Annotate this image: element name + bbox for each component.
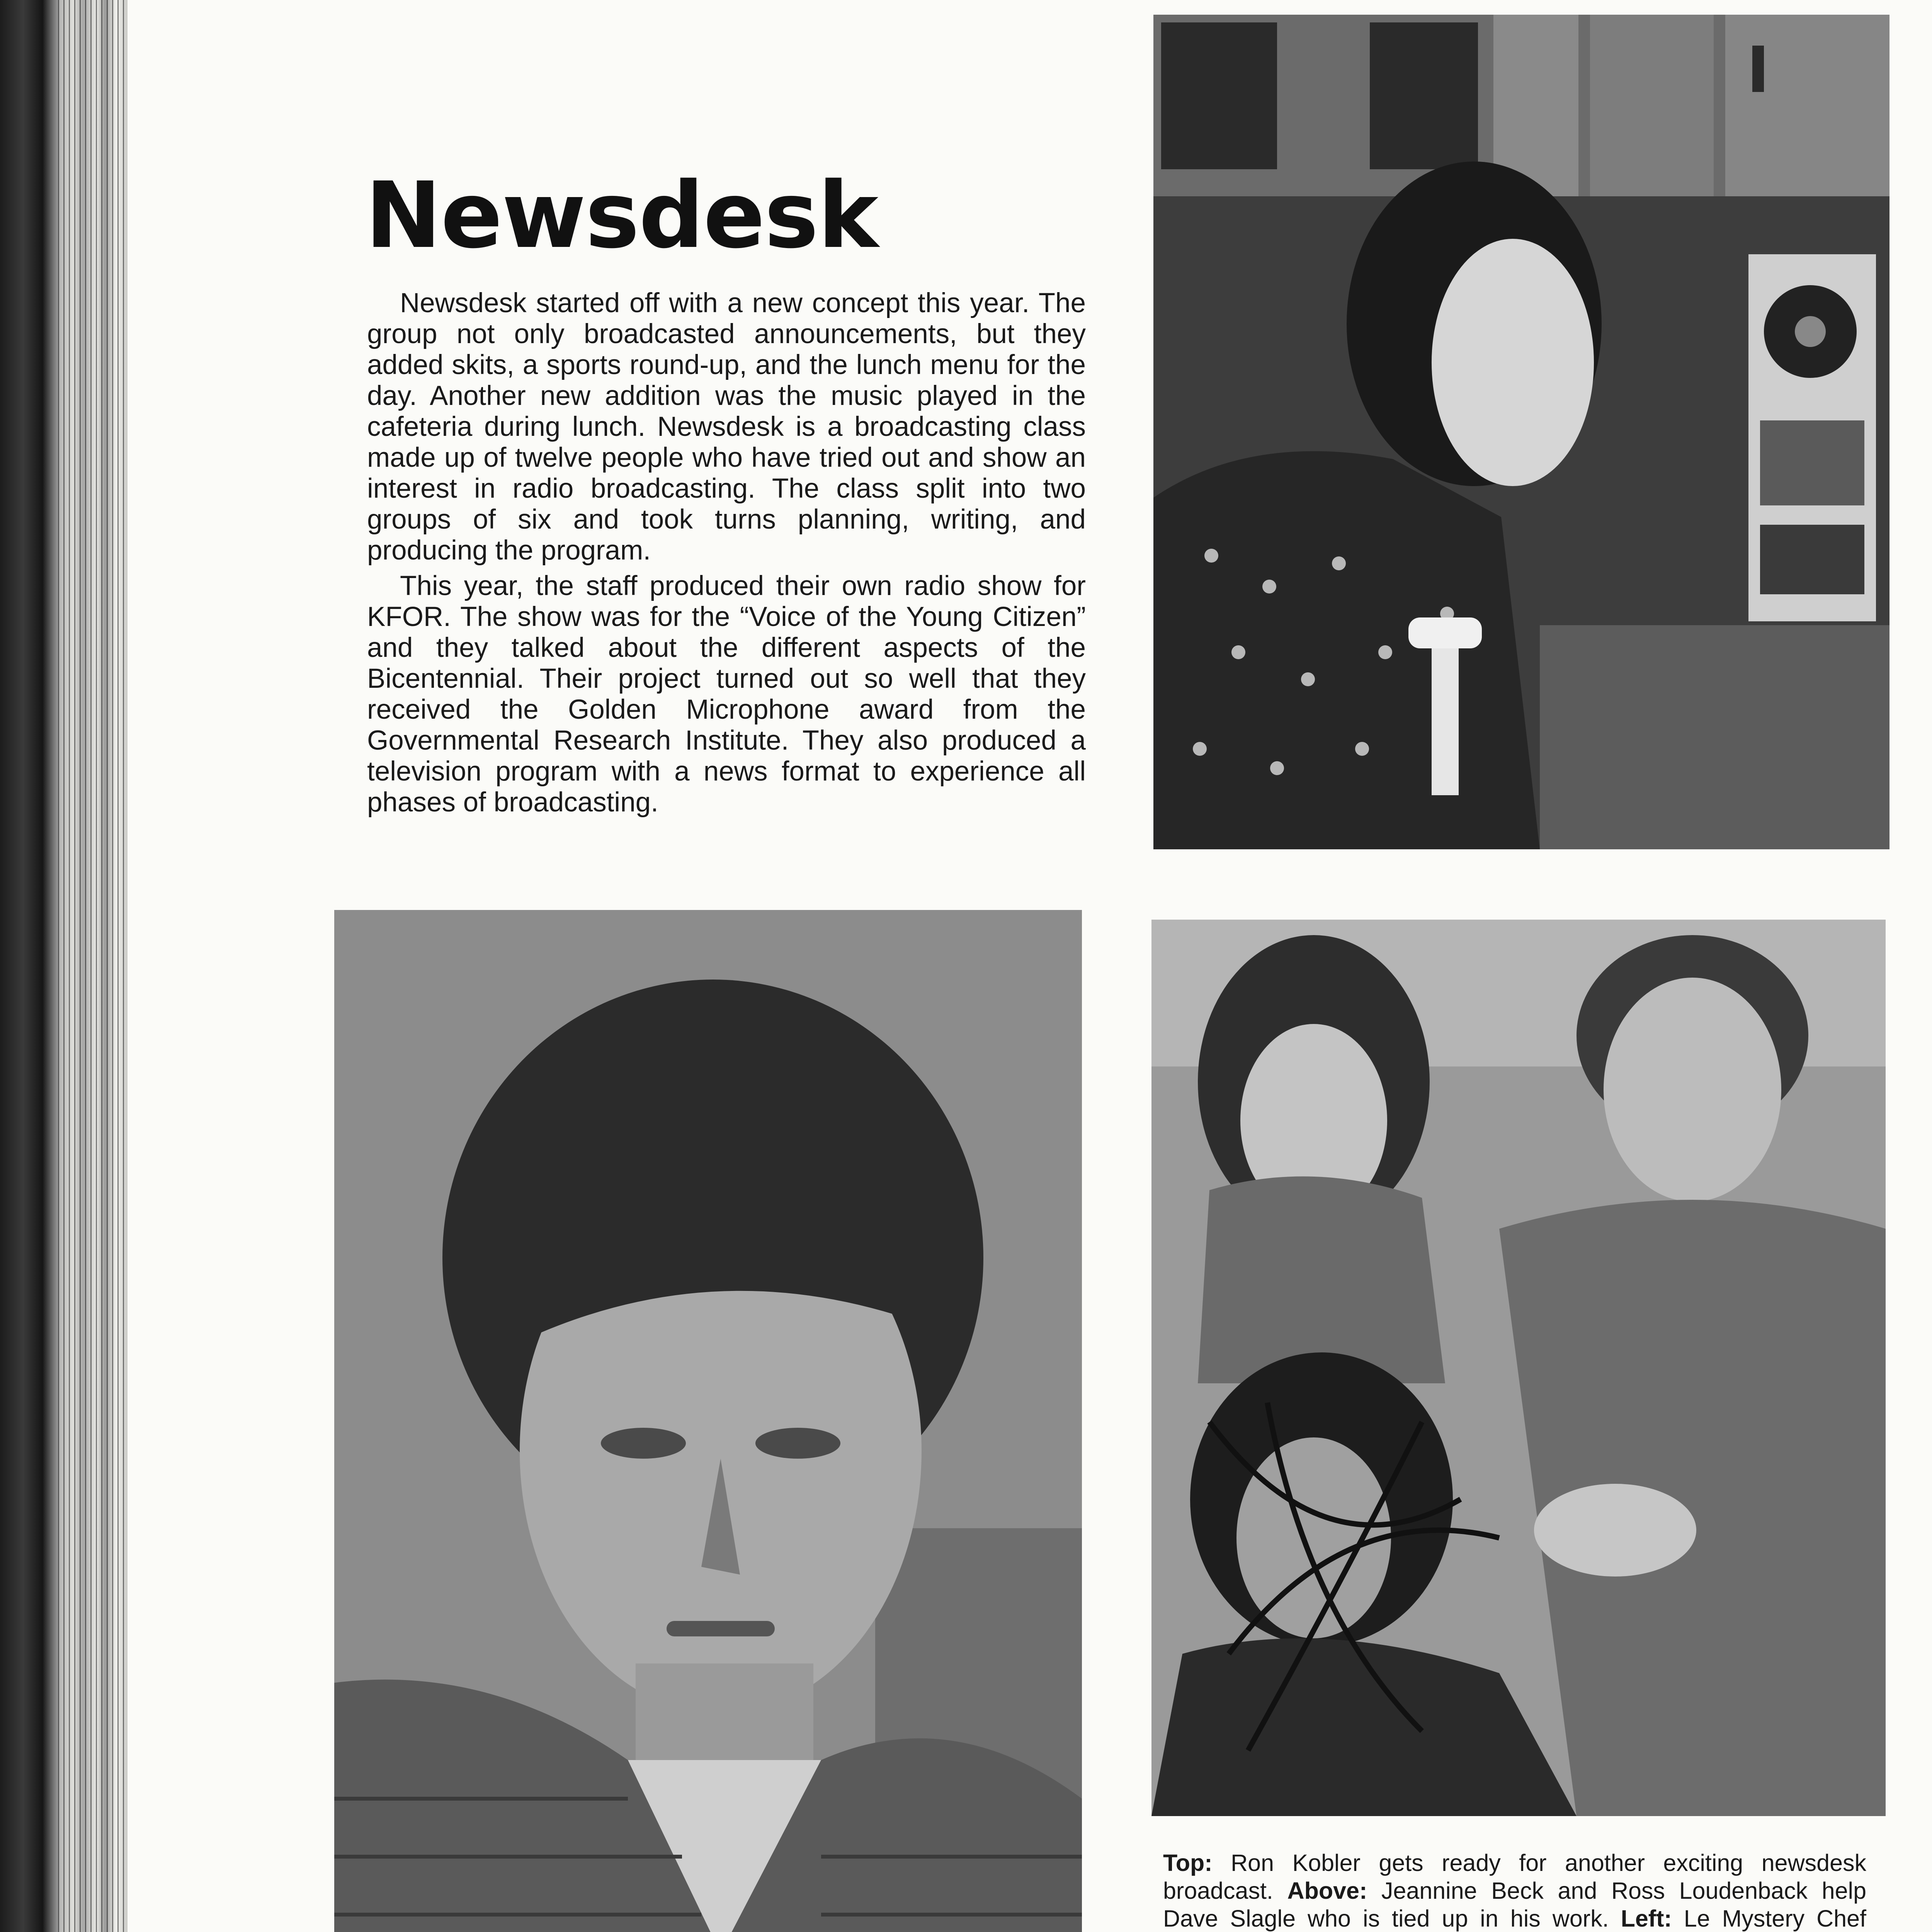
- article-body: [367, 288, 1086, 823]
- photo-top-illustration: [1153, 15, 1889, 849]
- photo-top-broadcast: [1153, 15, 1889, 849]
- caption-text: Le Mystery Chef: [1684, 1905, 1867, 1932]
- caption-label: Left:: [1621, 1905, 1672, 1932]
- photo-left-illustration: [334, 910, 1082, 1932]
- page-edges: [58, 0, 128, 1932]
- caption-label: Above:: [1287, 1878, 1367, 1904]
- photo-right-illustration: [1151, 920, 1886, 1816]
- photo-right-group: [1151, 920, 1886, 1816]
- photo-caption: [1163, 1849, 1866, 1932]
- caption-label: Top:: [1163, 1850, 1213, 1876]
- caption-text: Jeannine Beck and Ross Loudenback help Dave Slagle who is tied up in his work.: [1163, 1878, 1866, 1932]
- photo-left-portrait: [334, 910, 1082, 1932]
- page-title: Newsdesk: [365, 162, 878, 269]
- caption-text: Ron Kobler gets ready for another exciting newsdesk broadcast.: [1163, 1850, 1866, 1904]
- article-paragraph: Newsdesk started off with a new concept this year. The group not only broadcasted announcements, but they added skits, a sports round-up, and the lunch menu for the day. Another new addition was the music played in the cafeteria during lunch. Newsdesk is a broadcasting class made up of twelve people who have tried out and show an interest in radio broadcasting. The class split into two groups of six and took turns planning, writing, and producing the program.: [367, 288, 1086, 566]
- article-paragraph: This year, the staff produced their own radio show for KFOR. The show was for the “Voice of the Young Citizen” and they talked about the different aspects of the Bicentennial. Their project turned out so well that they received the Golden Microphone award from the Governmental Research Institute. They also produced a television program with a news format to experience all phases of broadcasting.: [367, 571, 1086, 818]
